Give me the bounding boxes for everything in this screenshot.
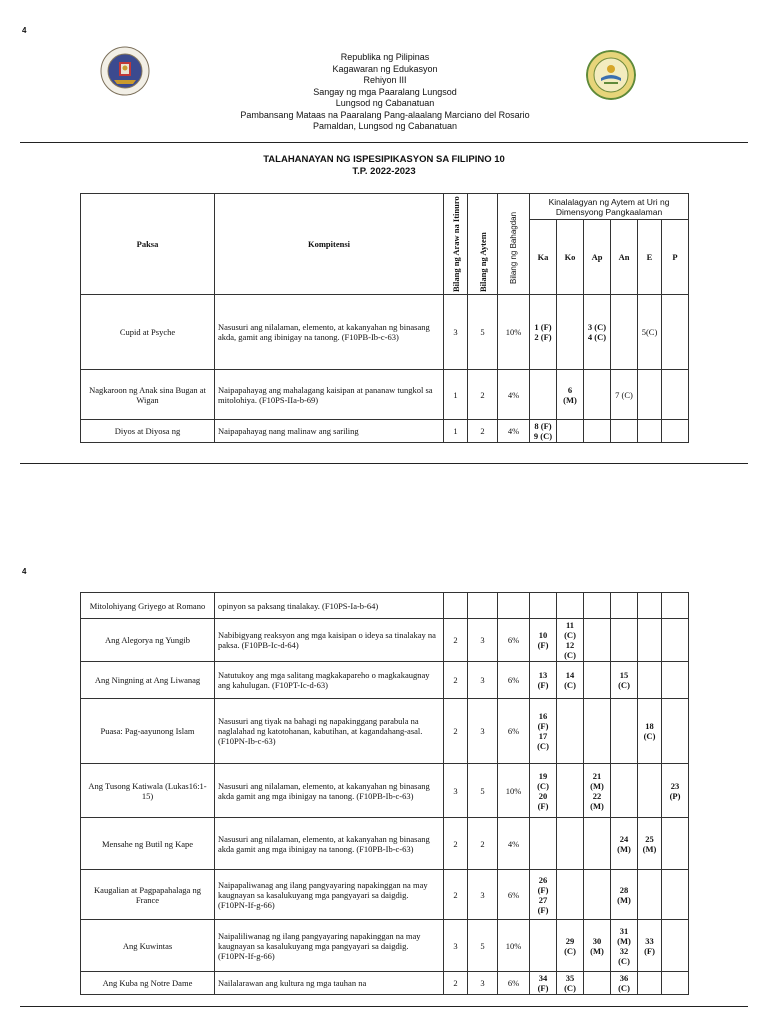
cell-e <box>638 593 662 619</box>
cell-pct: 10% <box>498 295 530 370</box>
cell-e: 5(C) <box>638 295 662 370</box>
cell-pct <box>498 593 530 619</box>
table-row <box>81 870 689 920</box>
cell-ko: 6 (M) <box>557 370 584 420</box>
page-footer-divider <box>20 1006 748 1007</box>
cell-aytem: 3 <box>468 699 498 764</box>
deped-seal-logo <box>100 46 150 96</box>
cell-ka: 8 (F) 9 (C) <box>530 420 557 443</box>
cell-aytem: 3 <box>468 972 498 995</box>
cell-paksa: Ang Alegorya ng Yungib <box>81 619 215 662</box>
table-row <box>81 920 689 972</box>
header-kompitensi: Kompitensi <box>215 194 444 295</box>
cell-p <box>662 662 689 699</box>
cell-e: 18 (C) <box>638 699 662 764</box>
cell-pct: 10% <box>498 764 530 818</box>
cell-ka: 26 (F) 27 (F) <box>530 870 557 920</box>
header-line: Republika ng Pilipinas <box>340 52 430 62</box>
cell-kompitensi: Nasusuri ang tiyak na bahagi ng napakinggang parabula na naglalahad ng katotohanan, kabutihan, at kagandahang-asal. (F10PN-Ib-c-63) <box>215 699 444 764</box>
table-row <box>81 593 689 619</box>
cell-p <box>662 972 689 995</box>
cell-an <box>611 593 638 619</box>
cell-pct: 10% <box>498 920 530 972</box>
cell-paksa: Cupid at Psyche <box>81 295 215 370</box>
table-row <box>81 972 689 995</box>
header-dim-ka: Ka <box>530 220 557 295</box>
table-row <box>81 662 689 699</box>
cell-kompitensi: Nasusuri ang nilalaman, elemento, at kakanyahan ng binasang akda gamit ang mga ibinigay na tanong. (F10PB-Ib-c-63) <box>215 764 444 818</box>
cell-e <box>638 972 662 995</box>
cell-an: 7 (C) <box>611 370 638 420</box>
title-line: TALAHANAYAN NG ISPESIPIKASYON SA FILIPINO 10 <box>263 154 505 165</box>
title-line: T.P. 2022-2023 <box>352 165 416 177</box>
cell-an <box>611 764 638 818</box>
cell-araw: 3 <box>444 920 468 972</box>
cell-araw: 3 <box>444 295 468 370</box>
header-bahagdan: Bilang ng Bahagdan <box>498 194 530 295</box>
cell-araw: 2 <box>444 662 468 699</box>
cell-ko <box>557 295 584 370</box>
header-line: Sangay ng mga Paaralang Lungsod <box>313 86 457 97</box>
cell-ap <box>584 972 611 995</box>
cell-ap <box>584 818 611 870</box>
header-dim-ko: Ko <box>557 220 584 295</box>
cell-araw: 2 <box>444 699 468 764</box>
cell-ka <box>530 593 557 619</box>
cell-kompitensi: Nasusuri ang nilalaman, elemento, at kakanyahan ng binasang akda, gamit ang ibinigay na tanong. (F10PB-Ib-c-63) <box>215 295 444 370</box>
page-footer-divider <box>20 463 748 464</box>
cell-an: 15 (C) <box>611 662 638 699</box>
cell-ka <box>530 818 557 870</box>
cell-ko <box>557 593 584 619</box>
cell-araw: 2 <box>444 870 468 920</box>
school-header <box>160 52 610 133</box>
cell-ka <box>530 920 557 972</box>
cell-pct: 6% <box>498 662 530 699</box>
cell-an: 36 (C) <box>611 972 638 995</box>
cell-pct: 6% <box>498 870 530 920</box>
cell-e <box>638 420 662 443</box>
document-title <box>0 154 768 177</box>
cell-aytem: 2 <box>468 818 498 870</box>
cell-kompitensi: Naipaliliwanag ng ilang pangyayaring napakinggan na may kaugnayan sa kasalukuyang mga pangyayari sa daigdig. (F10PN-If-g-66) <box>215 920 444 972</box>
cell-aytem: 5 <box>468 920 498 972</box>
cell-pct: 4% <box>498 818 530 870</box>
cell-kompitensi: Natutukoy ang mga salitang magkakapareho o magkakaugnay ang kahulugan. (F10PT-Ic-d-63) <box>215 662 444 699</box>
cell-araw: 3 <box>444 764 468 818</box>
table-row <box>81 818 689 870</box>
cell-ap <box>584 870 611 920</box>
cell-e <box>638 662 662 699</box>
cell-ka: 13 (F) <box>530 662 557 699</box>
cell-paksa: Ang Tusong Katiwala (Lukas16:1-15) <box>81 764 215 818</box>
cell-an: 31 (M) 32 (C) <box>611 920 638 972</box>
header-line: Pambansang Mataas na Paaralang Pang-alaalang Marciano del Rosario <box>240 109 530 120</box>
cell-kompitensi: Naipapahayag ang mahalagang kaisipan at pananaw tungkol sa mitolohiya. (F10PS-IIa-b-69) <box>215 370 444 420</box>
header-paksa: Paksa <box>81 194 215 295</box>
cell-p <box>662 619 689 662</box>
cell-e <box>638 870 662 920</box>
cell-p <box>662 699 689 764</box>
cell-pct: 6% <box>498 619 530 662</box>
header-divider <box>20 142 748 143</box>
header-line: Pamaldan, Lungsod ng Cabanatuan <box>312 121 458 131</box>
cell-araw: 2 <box>444 818 468 870</box>
cell-paksa: Ang Kuba ng Notre Dame <box>81 972 215 995</box>
cell-ko <box>557 699 584 764</box>
cell-p <box>662 920 689 972</box>
table-row <box>81 420 689 443</box>
cell-ko: 35 (C) <box>557 972 584 995</box>
cell-ko: 11 (C) 12 (C) <box>557 619 584 662</box>
cell-ap <box>584 619 611 662</box>
cell-ko <box>557 420 584 443</box>
cell-ap <box>584 593 611 619</box>
cell-ap: 30 (M) <box>584 920 611 972</box>
cell-p <box>662 420 689 443</box>
cell-p <box>662 593 689 619</box>
cell-paksa: Mitolohiyang Griyego at Romano <box>81 593 215 619</box>
table-row <box>81 619 689 662</box>
cell-ko <box>557 870 584 920</box>
cell-ap <box>584 370 611 420</box>
cell-aytem <box>468 593 498 619</box>
cell-an <box>611 420 638 443</box>
cell-aytem: 3 <box>468 662 498 699</box>
cell-aytem: 5 <box>468 764 498 818</box>
table-row <box>81 370 689 420</box>
cell-araw <box>444 593 468 619</box>
specification-table-2 <box>80 592 689 995</box>
cell-e <box>638 619 662 662</box>
cell-an <box>611 699 638 764</box>
cell-e <box>638 370 662 420</box>
cell-pct: 6% <box>498 699 530 764</box>
cell-ko <box>557 818 584 870</box>
cell-araw: 1 <box>444 420 468 443</box>
cell-ka: 19 (C) 20 (F) <box>530 764 557 818</box>
cell-e <box>638 764 662 818</box>
cell-aytem: 3 <box>468 619 498 662</box>
cell-araw: 2 <box>444 619 468 662</box>
cell-paksa: Puasa: Pag-aayunong Islam <box>81 699 215 764</box>
cell-p <box>662 818 689 870</box>
table-row <box>81 764 689 818</box>
cell-pct: 4% <box>498 370 530 420</box>
cell-e: 33 (F) <box>638 920 662 972</box>
cell-ka: 10 (F) <box>530 619 557 662</box>
table-row <box>81 699 689 764</box>
cell-paksa: Ang Ningning at Ang Liwanag <box>81 662 215 699</box>
cell-aytem: 5 <box>468 295 498 370</box>
cell-kompitensi: Nailalarawan ang kultura ng mga tauhan na <box>215 972 444 995</box>
header-line: Kagawaran ng Edukasyon <box>332 63 438 74</box>
cell-ka: 1 (F) 2 (F) <box>530 295 557 370</box>
cell-kompitensi: Nabibigyang reaksyon ang mga kaisipan o ideya sa tinalakay na paksa. (F10PB-Ic-d-64) <box>215 619 444 662</box>
header-line: Rehiyon III <box>363 75 407 85</box>
header-dim-e: E <box>638 220 662 295</box>
cell-paksa: Diyos at Diyosa ng <box>81 420 215 443</box>
header-kinalalagyan: Kinalalagyan ng Aytem at Uri ng Dimensyong Pangkaalaman <box>530 194 689 220</box>
header-dim-p: P <box>662 220 689 295</box>
cell-p: 23 (P) <box>662 764 689 818</box>
cell-p <box>662 870 689 920</box>
table-row <box>81 295 689 370</box>
page-number: 4 <box>22 26 27 35</box>
cell-aytem: 3 <box>468 870 498 920</box>
cell-kompitensi: opinyon sa paksang tinalakay. (F10PS-Ia-b-64) <box>215 593 444 619</box>
cell-p <box>662 370 689 420</box>
header-bilang-araw: Bilang ng Araw na Itinuro <box>444 194 468 295</box>
specification-table-1 <box>80 193 689 443</box>
cell-paksa: Nagkaroon ng Anak sina Bugan at Wigan <box>81 370 215 420</box>
page-number: 4 <box>22 567 27 576</box>
cell-aytem: 2 <box>468 370 498 420</box>
cell-ap <box>584 420 611 443</box>
cell-kompitensi: Naipapaliwanag ang ilang pangyayaring napakinggan na may kaugnayan sa kasalukuyang mga pangyayari sa daigdig. (F10PN-If-g-66) <box>215 870 444 920</box>
cell-ko: 29 (C) <box>557 920 584 972</box>
cell-an: 28 (M) <box>611 870 638 920</box>
cell-ap <box>584 699 611 764</box>
cell-araw: 1 <box>444 370 468 420</box>
cell-ka <box>530 370 557 420</box>
cell-ap: 3 (C) 4 (C) <box>584 295 611 370</box>
cell-kompitensi: Naipapahayag nang malinaw ang sariling <box>215 420 444 443</box>
header-bilang-aytem: Bilang ng Aytem <box>468 194 498 295</box>
cell-aytem: 2 <box>468 420 498 443</box>
cell-araw: 2 <box>444 972 468 995</box>
header-dim-ap: Ap <box>584 220 611 295</box>
cell-ko <box>557 764 584 818</box>
cell-paksa: Mensahe ng Butil ng Kape <box>81 818 215 870</box>
cell-ka: 34 (F) <box>530 972 557 995</box>
cell-an: 24 (M) <box>611 818 638 870</box>
cell-paksa: Kaugalian at Pagpapahalaga ng France <box>81 870 215 920</box>
cell-an <box>611 295 638 370</box>
header-line: Lungsod ng Cabanatuan <box>335 98 435 108</box>
cell-kompitensi: Nasusuri ang nilalaman, elemento, at kakanyahan ng binasang akda gamit ang mga ibinigay na tanong. (F10PB-Ib-c-63) <box>215 818 444 870</box>
cell-ap <box>584 662 611 699</box>
cell-pct: 4% <box>498 420 530 443</box>
header-dim-an: An <box>611 220 638 295</box>
cell-ko: 14 (C) <box>557 662 584 699</box>
cell-e: 25 (M) <box>638 818 662 870</box>
cell-paksa: Ang Kuwintas <box>81 920 215 972</box>
cell-ka: 16 (F) 17 (C) <box>530 699 557 764</box>
cell-p <box>662 295 689 370</box>
cell-ap: 21 (M) 22 (M) <box>584 764 611 818</box>
cell-an <box>611 619 638 662</box>
cell-pct: 6% <box>498 972 530 995</box>
